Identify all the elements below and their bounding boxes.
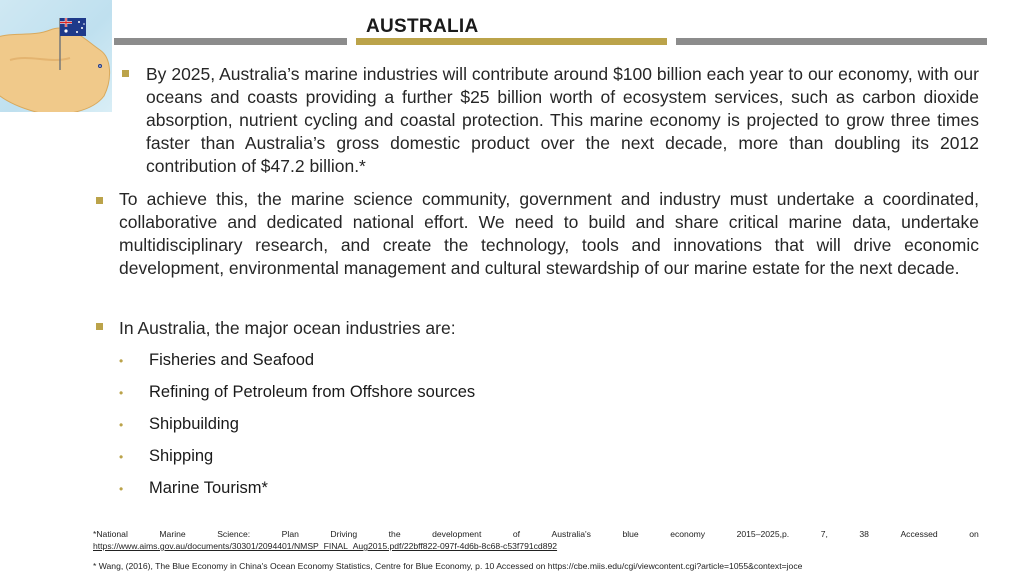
header-divider-left — [114, 38, 347, 45]
bullet-dot-icon: • — [119, 386, 124, 400]
footnote-1 — [93, 529, 979, 539]
footnote-word: Science: — [217, 529, 251, 539]
footnote-word: Driving — [330, 529, 358, 539]
footnote-word: on — [969, 529, 979, 539]
australia-map-thumbnail — [0, 0, 112, 112]
footnote-word: Plan — [281, 529, 299, 539]
bullet-dot-icon: • — [119, 450, 124, 464]
footnote-word: 38 — [859, 529, 869, 539]
paragraph-industries-intro: In Australia, the major ocean industries are: — [119, 318, 456, 338]
footnote-word: development — [432, 529, 482, 539]
paragraph-blue-economy: By 2025, Australia’s marine industries will contribute around $100 billion each year to our economy, with our oceans and coasts providing a further $25 billion worth of ecosystem services, such as carbon dioxide absorption, nutrient cycling and coastal protection. This marine economy is projected to grow three times faster than Australia’s gross domestic product over the next decade, more than doubling its 2012 contribution of $47.2 billion.* — [146, 64, 979, 176]
footnote-word: Australia's — [551, 529, 591, 539]
paragraph-national-effort: To achieve this, the marine science community, government and industry must undertake a coordinated, collaborative and dedicated national effort. We need to build and share critical marine data, undertake multidisciplinary research, and create the technology, tools and innovations that will drive economic development, environmental management and cultural stewardship of our marine estate for the next decade. — [119, 189, 979, 278]
industry-item: Marine Tourism* — [149, 479, 268, 497]
footnote-word: *National — [93, 529, 128, 539]
australia-map-flag-icon — [0, 0, 112, 112]
footnote-word: 2015–2025,p. — [736, 529, 790, 539]
bullet-square-icon — [122, 70, 129, 77]
footnote-2: * Wang, (2016), The Blue Economy in China's Ocean Economy Statistics, Centre for Blue Economy, p. 10 Accessed on https://cbe.miis.edu/cgi/viewcontent.cgi?article=1055&context=joce — [93, 561, 803, 571]
page-title: AUSTRALIA — [366, 16, 479, 37]
footnote-word: economy — [670, 529, 706, 539]
bullet-dot-icon: • — [119, 418, 124, 432]
header-divider-right — [676, 38, 987, 45]
header-divider-center — [356, 38, 667, 45]
footnote-word: the — [388, 529, 401, 539]
footnote-1-link[interactable]: https://www.aims.gov.au/documents/30301/2094401/NMSP_FINAL_Aug2015.pdf/22bff822-097f-4d6b-8c68-c53f791cd892 — [93, 541, 558, 551]
bullet-dot-icon: • — [119, 354, 124, 368]
bullet-square-icon — [96, 323, 103, 330]
footnote-word: of — [512, 529, 521, 539]
bullet-dot-icon: • — [119, 482, 124, 496]
footnote-word: Accessed — [900, 529, 938, 539]
industry-item: Shipbuilding — [149, 415, 239, 433]
industry-item: Shipping — [149, 447, 214, 465]
footnote-word: Marine — [159, 529, 186, 539]
industry-item: Fisheries and Seafood — [149, 351, 315, 369]
footnote-word: blue — [622, 529, 639, 539]
bullet-square-icon — [96, 197, 103, 204]
industry-item: Refining of Petroleum from Offshore sources — [149, 383, 476, 401]
footnote-word: 7, — [820, 529, 828, 539]
